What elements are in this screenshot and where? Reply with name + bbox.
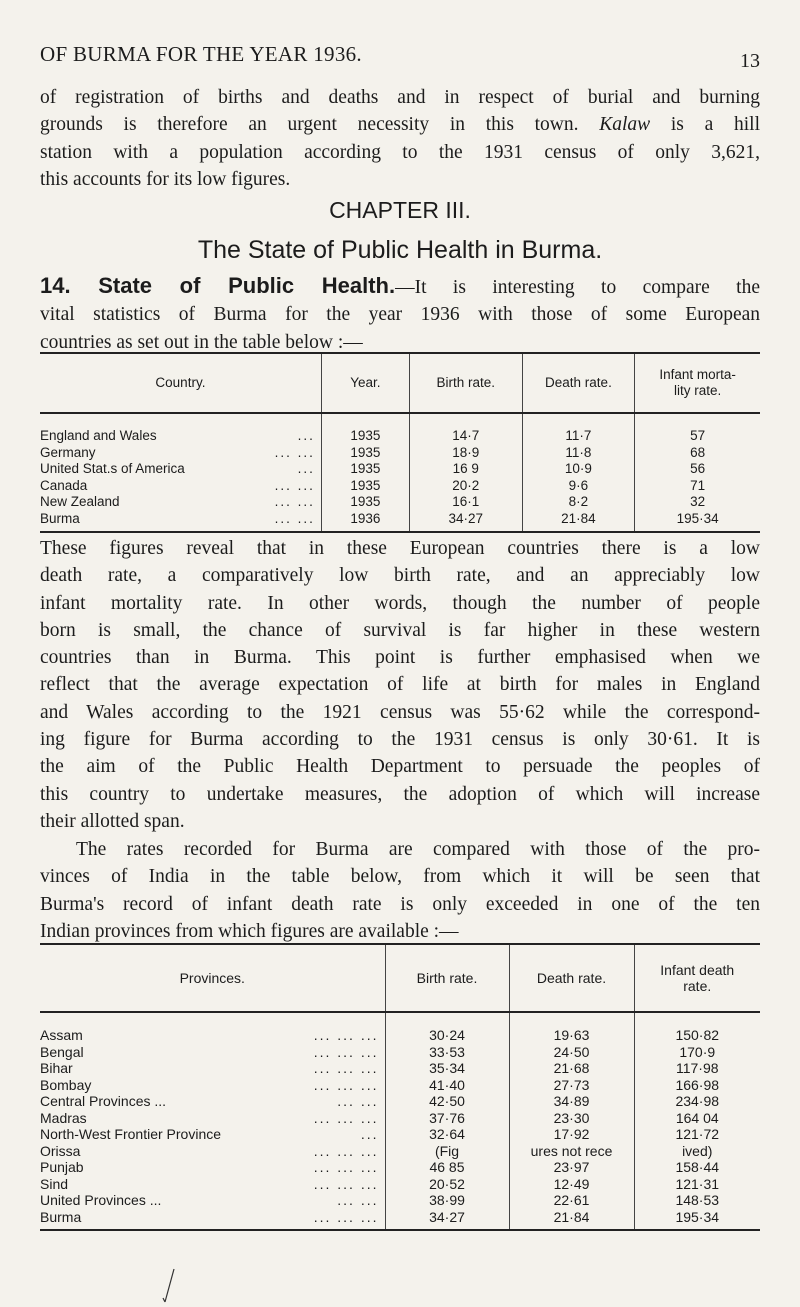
death-rate-cell: 24·50 bbox=[509, 1044, 634, 1061]
year-cell: 1935 bbox=[321, 445, 409, 462]
indian-provinces-table bbox=[40, 943, 760, 1231]
death-rate-cell: 17·92 bbox=[509, 1126, 634, 1143]
year-cell: 1935 bbox=[321, 494, 409, 511]
death-rate-cell: 8·2 bbox=[522, 494, 635, 511]
infant-death-rate-cell: 164 04 bbox=[634, 1110, 760, 1127]
text-line: of registration of births and deaths and in respect of burial and burning bbox=[40, 87, 760, 108]
death-rate-cell: 34·89 bbox=[509, 1093, 634, 1110]
birth-rate-cell: 16 9 bbox=[409, 461, 522, 478]
infant-mortality-cell: 195·34 bbox=[635, 511, 760, 533]
table-row bbox=[40, 1044, 760, 1061]
country-cell: New Zealand ... ... bbox=[40, 494, 315, 509]
birth-rate-cell: 42·50 bbox=[385, 1093, 509, 1110]
birth-rate-cell: 30·24 bbox=[385, 1012, 509, 1044]
infant-death-rate-cell: 158·44 bbox=[634, 1159, 760, 1176]
birth-rate-cell: 32·64 bbox=[385, 1126, 509, 1143]
text-line: reflect that the average expectation of life at birth for males in England bbox=[40, 674, 760, 696]
provinces-paragraph bbox=[40, 836, 760, 945]
column-header-country: Country. bbox=[40, 353, 321, 413]
infant-mortality-cell: 57 bbox=[635, 413, 760, 445]
comparison-paragraph bbox=[40, 535, 760, 835]
infant-death-rate-cell: 195·34 bbox=[634, 1209, 760, 1231]
text-line: their allotted span. bbox=[40, 810, 185, 832]
death-rate-cell: 23·30 bbox=[509, 1110, 634, 1127]
country-cell: Canada ... ... bbox=[40, 477, 315, 493]
column-header-death-rate: Death rate. bbox=[522, 353, 635, 413]
birth-rate-cell: 20·52 bbox=[385, 1176, 509, 1193]
death-rate-cell: 10·9 bbox=[522, 461, 635, 478]
infant-death-rate-cell: 170·9 bbox=[634, 1044, 760, 1061]
infant-death-rate-cell: 166·98 bbox=[634, 1077, 760, 1094]
intro-paragraph bbox=[40, 84, 760, 193]
text-line: 14. State of Public Health.—It is interesting to compare the bbox=[40, 273, 760, 298]
birth-rate-cell: 16·1 bbox=[409, 494, 522, 511]
province-cell: North-West Frontier Province ... bbox=[40, 1126, 379, 1142]
table-row bbox=[40, 461, 760, 478]
birth-rate-cell: 20·2 bbox=[409, 478, 522, 495]
column-header-birth-rate: Birth rate. bbox=[385, 944, 509, 1012]
death-rate-cell: 11·8 bbox=[522, 445, 635, 462]
table-row bbox=[40, 1012, 760, 1044]
text-line: this country to undertake measures, the adoption of which will increase bbox=[40, 783, 760, 805]
running-head: OF BURMA FOR THE YEAR 1936. bbox=[40, 42, 362, 66]
text-line: vinces of India in the table below, from which it will be seen that bbox=[40, 866, 760, 888]
birth-rate-cell: 34·27 bbox=[409, 511, 522, 533]
birth-rate-cell: 34·27 bbox=[385, 1209, 509, 1231]
year-cell: 1936 bbox=[321, 511, 409, 533]
page-header bbox=[40, 42, 760, 72]
table-row bbox=[40, 1077, 760, 1094]
text-line: Indian provinces from which figures are available :— bbox=[40, 920, 459, 942]
country-cell: United Stat.s of America ... bbox=[40, 461, 315, 476]
text-line: Burma's record of infant death rate is only exceeded in one of the ten bbox=[40, 893, 760, 915]
table-row bbox=[40, 445, 760, 462]
infant-mortality-cell: 71 bbox=[635, 478, 760, 495]
country-cell: Germany ... ... bbox=[40, 444, 315, 460]
table-row bbox=[40, 1126, 760, 1143]
death-rate-cell: 9·6 bbox=[522, 478, 635, 495]
birth-rate-cell: 14·7 bbox=[409, 413, 522, 445]
table-row bbox=[40, 1110, 760, 1127]
column-header-infant-death-rate: Infant death rate. bbox=[634, 944, 760, 1012]
table-row bbox=[40, 1192, 760, 1209]
birth-rate-cell: 38·99 bbox=[385, 1192, 509, 1209]
infant-death-rate-cell: 121·31 bbox=[634, 1176, 760, 1193]
column-header-birth-rate: Birth rate. bbox=[409, 353, 522, 413]
text-line: this accounts for its low figures. bbox=[40, 168, 291, 190]
year-cell: 1935 bbox=[321, 478, 409, 495]
death-rate-cell: ures not rece bbox=[509, 1143, 634, 1160]
table-row bbox=[40, 1060, 760, 1077]
province-cell: Central Provinces ... ... ... bbox=[40, 1093, 379, 1109]
column-header-year: Year. bbox=[321, 353, 409, 413]
infant-death-rate-cell: 234·98 bbox=[634, 1093, 760, 1110]
death-rate-cell: 11·7 bbox=[522, 413, 635, 445]
table-row bbox=[40, 1159, 760, 1176]
infant-death-rate-cell: 121·72 bbox=[634, 1126, 760, 1143]
text-line: infant mortality rate. In other words, though the number of people bbox=[40, 592, 760, 614]
table-row bbox=[40, 1143, 760, 1160]
text-line: grounds is therefore an urgent necessity in this town. Kalaw is a hill bbox=[40, 114, 760, 136]
birth-rate-cell: 35·34 bbox=[385, 1060, 509, 1077]
infant-death-rate-cell: 150·82 bbox=[634, 1012, 760, 1044]
death-rate-cell: 19·63 bbox=[509, 1012, 634, 1044]
text-line: the aim of the Public Health Department to persuade the peoples of bbox=[40, 756, 760, 778]
text-line: countries as set out in the table below :— bbox=[40, 331, 363, 353]
chapter-label: CHAPTER III. bbox=[329, 197, 471, 223]
death-rate-cell: 22·61 bbox=[509, 1192, 634, 1209]
infant-mortality-cell: 32 bbox=[635, 494, 760, 511]
birth-rate-cell: 46 85 bbox=[385, 1159, 509, 1176]
column-header-death-rate: Death rate. bbox=[509, 944, 634, 1012]
death-rate-cell: 21·84 bbox=[509, 1209, 634, 1231]
year-cell: 1935 bbox=[321, 413, 409, 445]
table-row bbox=[40, 478, 760, 495]
column-header-provinces: Provinces. bbox=[40, 944, 385, 1012]
european-vital-statistics-table bbox=[40, 352, 760, 533]
province-cell: Orissa ... ... ... bbox=[40, 1142, 379, 1159]
province-cell: Punjab ... ... ... bbox=[40, 1159, 379, 1175]
country-cell: Burma ... ... bbox=[40, 511, 321, 533]
province-cell: United Provinces ... ... ... bbox=[40, 1192, 379, 1208]
province-cell: Burma ... ... ... bbox=[40, 1209, 385, 1231]
birth-rate-cell: 37·76 bbox=[385, 1110, 509, 1127]
province-cell: Assam ... ... ... bbox=[40, 1027, 379, 1043]
text-line: The rates recorded for Burma are compared with those of the pro- bbox=[76, 839, 760, 860]
death-rate-cell: 21·68 bbox=[509, 1060, 634, 1077]
birth-rate-cell: 18·9 bbox=[409, 445, 522, 462]
text-line: countries than in Burma. This point is further emphasised when we bbox=[40, 647, 760, 669]
pencil-mark bbox=[162, 1268, 176, 1304]
table-row bbox=[40, 413, 760, 445]
table-row bbox=[40, 1176, 760, 1193]
section-14-heading: 14. State of Public Health. bbox=[40, 273, 396, 298]
table-row bbox=[40, 511, 760, 533]
chapter-title: The State of Public Health in Burma. bbox=[197, 236, 603, 264]
table-row bbox=[40, 494, 760, 511]
province-cell: Sind ... ... ... bbox=[40, 1175, 379, 1192]
birth-rate-cell: 33·53 bbox=[385, 1044, 509, 1061]
death-rate-cell: 23·97 bbox=[509, 1159, 634, 1176]
death-rate-cell: 12·49 bbox=[509, 1176, 634, 1193]
section-14-paragraph bbox=[40, 272, 760, 356]
place-name-kalaw: Kalaw bbox=[599, 114, 651, 136]
text-line: ing figure for Burma according to the 1931 census is only 30·61. It is bbox=[40, 729, 760, 751]
province-cell: Bihar ... ... ... bbox=[40, 1060, 379, 1076]
province-cell: Bombay ... ... ... bbox=[40, 1076, 379, 1093]
death-rate-cell: 21·84 bbox=[522, 511, 635, 533]
text-line: death rate, a comparatively low birth rate, and an appreciably low bbox=[40, 565, 760, 587]
infant-death-rate-cell: 148·53 bbox=[634, 1192, 760, 1209]
death-rate-cell: 27·73 bbox=[509, 1077, 634, 1094]
infant-mortality-cell: 56 bbox=[635, 461, 760, 478]
column-header-infant-mortality: Infant morta- lity rate. bbox=[635, 353, 760, 413]
infant-mortality-cell: 68 bbox=[635, 445, 760, 462]
year-cell: 1935 bbox=[321, 461, 409, 478]
text-line: station with a population according to the 1931 census of only 3,621, bbox=[40, 141, 760, 163]
infant-death-rate-cell: 117·98 bbox=[634, 1060, 760, 1077]
page-number: 13 bbox=[740, 50, 760, 72]
text-line: and Wales according to the 1921 census was 55·62 while the correspond- bbox=[40, 701, 760, 723]
text-line: born is small, the chance of survival is far higher in these western bbox=[40, 619, 760, 641]
table-row bbox=[40, 1209, 760, 1231]
infant-death-rate-cell: ived) bbox=[634, 1143, 760, 1160]
province-cell: Madras ... ... ... bbox=[40, 1109, 379, 1126]
country-cell: England and Wales ... bbox=[40, 428, 315, 443]
text-line: These figures reveal that in these European countries there is a low bbox=[40, 538, 760, 559]
province-cell: Bengal ... ... ... bbox=[40, 1043, 379, 1060]
text-line: vital statistics of Burma for the year 1936 with those of some European bbox=[40, 304, 760, 326]
birth-rate-cell: (Fig bbox=[385, 1143, 509, 1160]
table-row bbox=[40, 1093, 760, 1110]
birth-rate-cell: 41·40 bbox=[385, 1077, 509, 1094]
